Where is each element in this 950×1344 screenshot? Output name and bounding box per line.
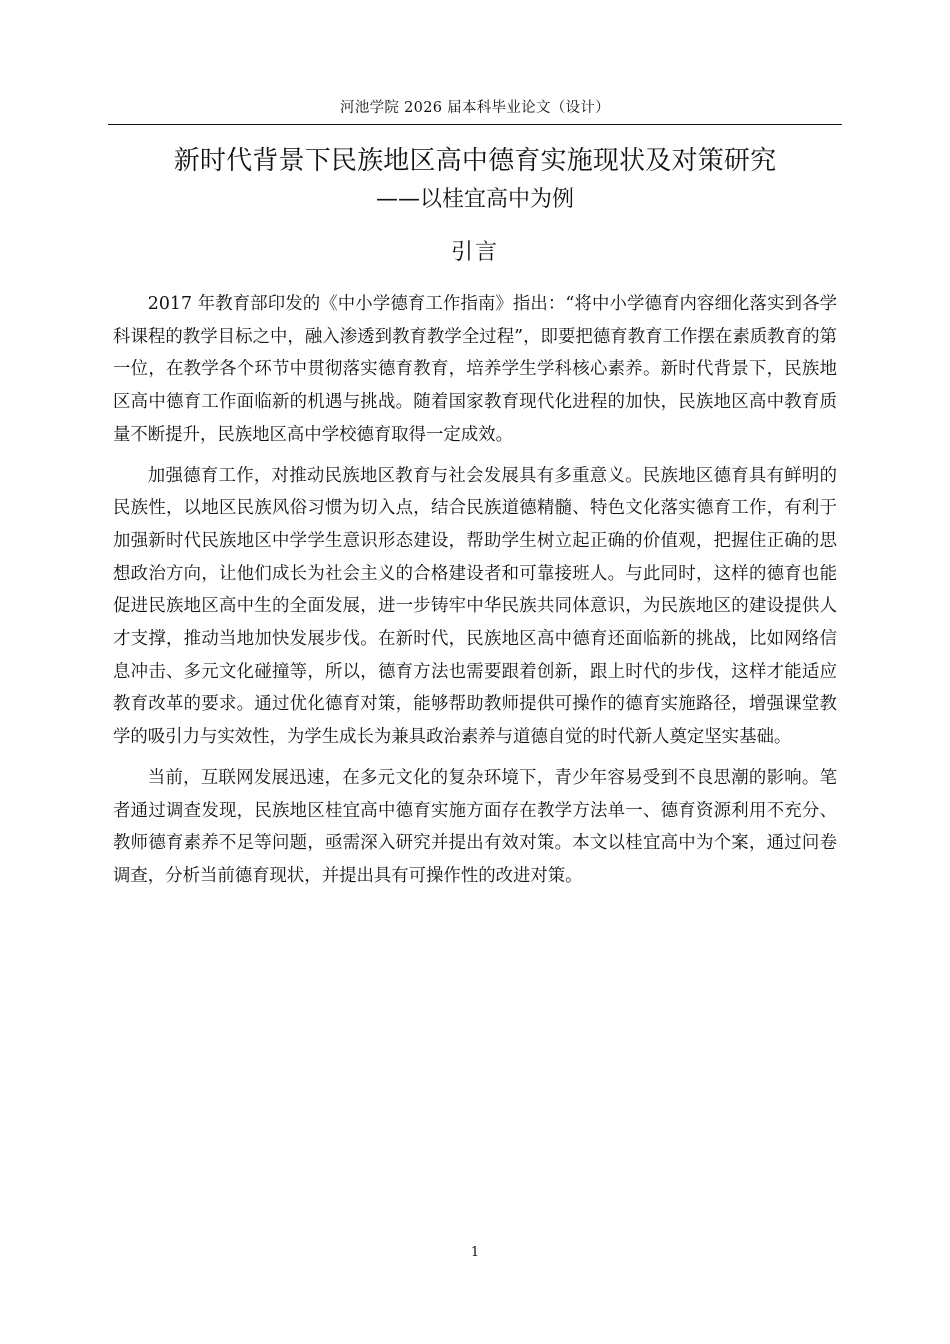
paper-title: 新时代背景下民族地区高中德育实施现状及对策研究: [173, 146, 777, 176]
section-heading-introduction: 引言: [450, 240, 499, 265]
paragraph-3: 当前，互联网发展迅速，在多元文化的复杂环境下，青少年容易受到不良思潮的影响。笔者通过调查发现，民族地区桂宜高中德育实施方面存在教学方法单一、德育资源利用不充分、教师德育素养不足等问题，亟需深入研究并提出有效对策。本文以桂宜高中为个案，通过问卷调查，分析当前德育现状，并提出具有可操作性的改进对策。: [113, 767, 837, 886]
header-divider: [108, 124, 842, 125]
paper-subtitle: ——以桂宜高中为例: [375, 187, 574, 212]
paragraph-1: 2017 年教育部印发的《中小学德育工作指南》指出：“将中小学德育内容细化落实到各学科课程的教学目标之中，融入渗透到教育教学全过程”，即要把德育教育工作摆在素质教育的第一位，在教学各个环节中贯彻落实德育教育，培养学生学科核心素养。新时代背景下，民族地区高中德育工作面临新的机遇与挑战。随着国家教育现代化进程的加快，民族地区高中教育质量不断提升，民族地区高中学校德育取得一定成效。: [113, 294, 837, 445]
body-text: [113, 288, 837, 901]
page-number: 1: [470, 1245, 480, 1260]
running-header: 河池学院 2026 届本科毕业论文（设计）: [340, 100, 610, 116]
paragraph-2: 加强德育工作，对推动民族地区教育与社会发展具有多重意义。民族地区德育具有鲜明的民族性，以地区民族风俗习惯为切入点，结合民族道德精髓、特色文化落实德育工作，有利于加强新时代民族地区中学学生意识形态建设，帮助学生树立起正确的价值观，把握住正确的思想政治方向，让他们成长为社会主义的合格建设者和可靠接班人。与此同时，这样的德育也能促进民族地区高中生的全面发展，进一步铸牢中华民族共同体意识，为民族地区的建设提供人才支撑，推动当地加快发展步伐。在新时代，民族地区高中德育还面临新的挑战，比如网络信息冲击、多元文化碰撞等，所以，德育方法也需要跟着创新，跟上时代的步伐，这样才能适应教育改革的要求。通过优化德育对策，能够帮助教师提供可操作的德育实施路径，增强课堂教学的吸引力与实效性，为学生成长为兼具政治素养与道德自觉的时代新人奠定坚实基础。: [113, 465, 837, 748]
